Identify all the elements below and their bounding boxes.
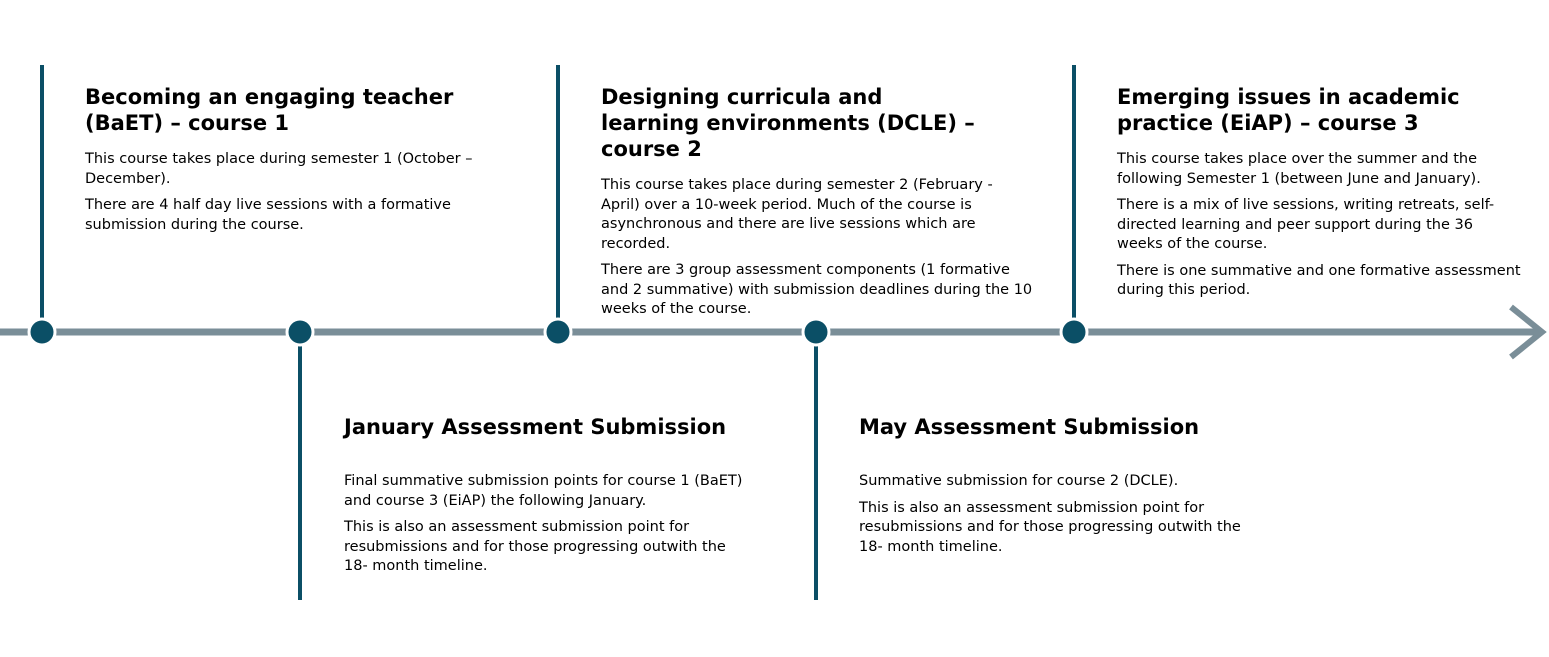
course-1-block	[85, 84, 525, 242]
course-2-block	[601, 84, 1041, 327]
course-3-text-1: This course takes place over the summer and the following Semester 1 (between June and January).	[1117, 151, 1481, 187]
course-2-text-1: This course takes place during semester 2 (February - April) over a 10-week period. Much of the course is asynchronous and there are live sessions which are recorded.	[601, 177, 993, 252]
january-submission-text-2: This is also an assessment submission point for resubmissions and for those progressing outwith the 18- month timeline.	[344, 519, 726, 574]
node-course-3	[1061, 319, 1087, 345]
course-1-text-2: There are 4 half day live sessions with a formative submission during the course.	[85, 197, 451, 233]
may-submission-text-2: This is also an assessment submission point for resubmissions and for those progressing outwith the 18- month timeline.	[859, 499, 1241, 555]
course-2-text-2: There are 3 group assessment components (1 formative and 2 summative) with submission deadlines during the 10 weeks of the course.	[601, 262, 1033, 317]
course-3-text-2: There is a mix of live sessions, writing retreats, self-directed learning and peer support during the 36 weeks of the course.	[1117, 197, 1495, 252]
node-course-1	[29, 319, 55, 345]
course-3-text-3: There is one summative and one formative assessment during this period.	[1117, 262, 1521, 298]
may-submission-text-1: Summative submission for course 2 (DCLE).	[859, 473, 1179, 489]
may-submission-title: May Assessment Submission	[859, 415, 1200, 439]
january-submission-block	[344, 414, 784, 584]
course-3-block	[1117, 84, 1545, 308]
node-january-submission	[287, 319, 313, 345]
january-submission-text-1: Final summative submission points for course 1 (BaET) and course 3 (EiAP) the following January.	[344, 473, 743, 509]
course-1-title: Becoming an engaging teacher (BaET) – course 1	[85, 85, 454, 135]
course-3-title: Emerging issues in academic practice (EiAP) – course 3	[1117, 85, 1460, 135]
january-submission-title: January Assessment Submission	[344, 415, 727, 439]
course-1-text-1: This course takes place during semester 1 (October – December).	[85, 151, 473, 187]
node-course-2	[545, 319, 571, 345]
course-2-title: Designing curricula and learning environments (DCLE) – course 2	[601, 85, 975, 161]
may-submission-block	[859, 414, 1299, 564]
